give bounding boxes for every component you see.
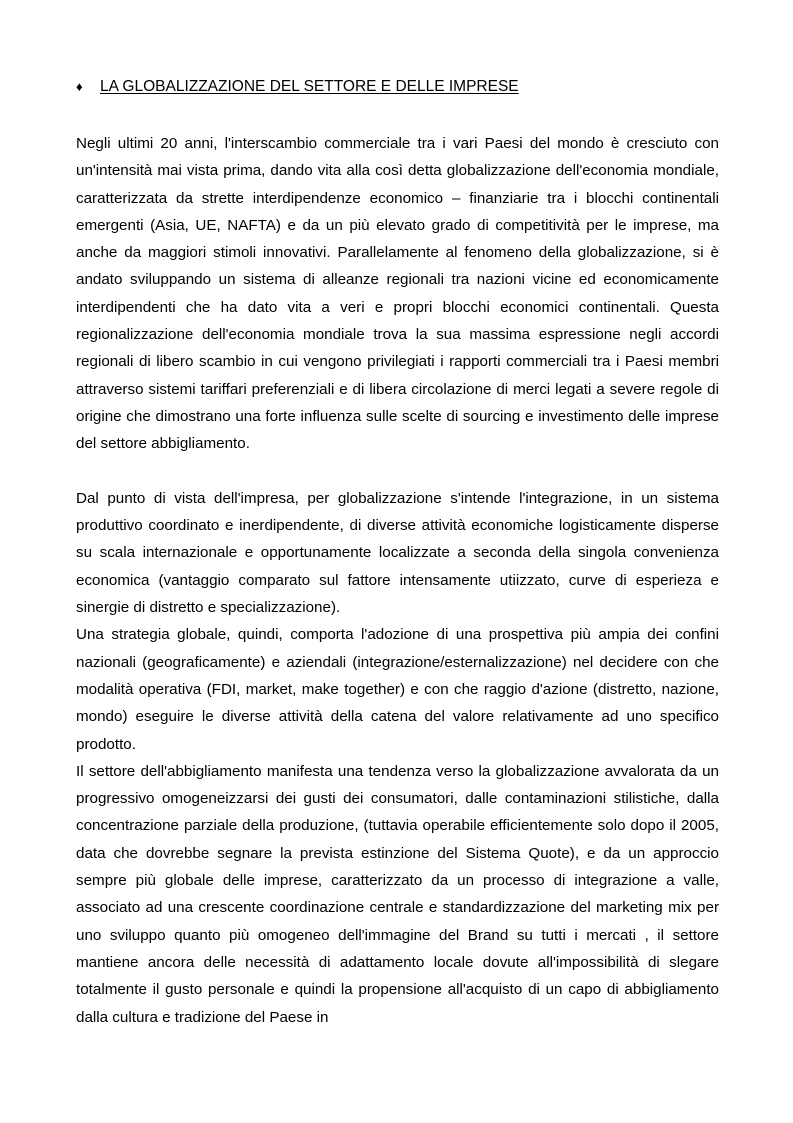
paragraph-impresa: Dal punto di vista dell'impresa, per globalizzazione s'intende l'integrazione, in un sistema produttivo coordinato e inerdipendente, di diverse attività economiche logisticamente disperse su scala internazionale e opportunamente localizzate a seconda della singola convenienza economica (vantaggio comparato sul fattore intensamente utiizzato, curve di esperieza e sinergie di distretto e specializzazione). bbox=[76, 489, 719, 617]
diamond-bullet-icon: ♦ bbox=[76, 79, 83, 94]
paragraph-strategia: Una strategia globale, quindi, comporta l'adozione di una prospettiva più ampia dei confini nazionali (geograficamente) e aziendali (integrazione/esternalizzazione) nel decidere con che modalità operativa (FDI, market, make together) e con che raggio d'azione (distretto, nazione, mondo) eseguire le diverse attività della catena del valore relativamente ad uno specifico prodotto. bbox=[76, 626, 719, 753]
paragraph-settore: Il settore dell'abbigliamento manifesta una tendenza verso la globalizzazione avvalorata da un progressivo omogeneizzarsi dei gusti dei consumatori, dalle contaminazioni stilistiche, dalla concentrazione parziale della produzione, (tuttavia operabile efficientemente solo dopo il 2005, data che dovrebbe segnare la prevista estinzione del Sistema Quote), e da un approccio sempre più globale delle imprese, caratterizzato da un processo di integrazione a valle, associato ad una crescente coordinazione centrale e standardizzazione del marketing mix per uno sviluppo quanto più omogeneo dell'immagine del Brand su tutti i mercati , il settore mantiene ancora delle necessità di adattamento locale dovute all'impossibilità di slegare totalmente il gusto personale e quindi la propensione all'acquisto di un capo di abbigliamento dalla cultura e tradizione del Paese in bbox=[76, 762, 719, 1026]
document-body bbox=[76, 130, 719, 1031]
paragraph-intro: Negli ultimi 20 anni, l'interscambio commerciale tra i vari Paesi del mondo è cresciuto con un'intensità mai vista prima, dando vita alla così detta globalizzazione dell'economia mondiale, caratterizzata da strette interdipendenze economico – finanziarie tra i blocchi continentali emergenti (Asia, UE, NAFTA) e da un più elevato grado di competitività per le imprese, ma anche da maggiori stimoli innovativi. Parallelamente al fenomeno della globalizzazione, si è andato sviluppando un sistema di alleanze regionali tra nazioni vicine ed economicamente interdipendenti che ha dato vita a veri e propri blocchi economici continentali. Questa regionalizzazione dell'economia mondiale trova la sua massima espressione negli accordi regionali di libero scambio in cui vengono privilegiati i rapporti commerciali tra i Paesi membri attraverso sistemi tariffari preferenziali e di libera circolazione di merci legati a severe regole di origine che dimostrano una forte influenza sulle scelte di sourcing e investimento delle imprese del settore abbigliamento. bbox=[76, 135, 719, 453]
section-heading bbox=[76, 77, 519, 97]
section-title: LA GLOBALIZZAZIONE DEL SETTORE E DELLE IMPRESE bbox=[100, 78, 519, 95]
